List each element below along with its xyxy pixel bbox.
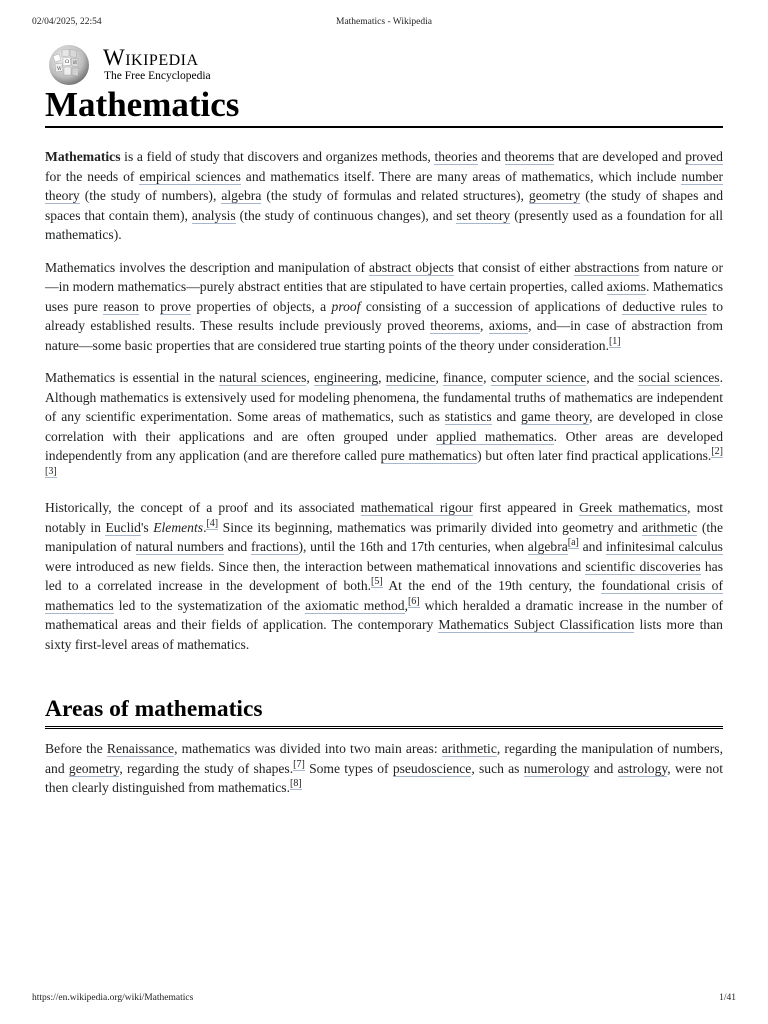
link-reason[interactable]: reason — [103, 298, 139, 314]
page-title: Mathematics — [45, 84, 723, 128]
text: , mathematics was divided into two main areas: — [174, 741, 442, 756]
wikipedia-logo[interactable] — [45, 44, 285, 86]
paragraph-3 — [45, 368, 723, 485]
emphasis-proof: proof — [331, 298, 361, 314]
link-social-sciences[interactable]: social sciences — [638, 370, 720, 385]
text: is a field of study that discovers and organizes methods, — [120, 149, 435, 164]
link-applied-mathematics[interactable]: applied mathematics — [436, 428, 554, 444]
text: , — [378, 370, 386, 385]
text: , are developed in close correlation with their applications and are often grouped under — [45, 409, 723, 444]
link-axiomatic-method[interactable]: axiomatic method — [305, 597, 405, 613]
link-empirical-sciences[interactable]: empirical sciences — [139, 168, 241, 184]
link-set-theory[interactable]: set theory — [456, 207, 511, 223]
text: . Mathematics uses pure — [45, 279, 723, 314]
svg-text:W: W — [57, 67, 62, 72]
citation-7[interactable]: [7] — [293, 758, 305, 770]
link-euclid[interactable]: Euclid — [105, 519, 141, 535]
text: and — [589, 760, 618, 776]
text: properties of objects, a — [191, 298, 332, 314]
text: , and—in case of abstraction from nature—some basic properties that are considered true starting points of the theory under consideration. — [45, 318, 723, 353]
text: , — [306, 370, 314, 385]
link-algebra-2[interactable]: algebra — [527, 539, 568, 554]
text: , — [480, 318, 489, 333]
text: . Other areas are developed independently from any application (and are therefore called — [45, 428, 723, 463]
link-deductive-rules[interactable]: deductive rules — [622, 298, 708, 314]
link-natural-sciences[interactable]: natural sciences — [219, 370, 307, 385]
text: Historically, the concept of a proof and its associated — [45, 500, 361, 515]
text: (presently used as a foundation for all mathematics). — [45, 207, 723, 242]
link-number-theory[interactable]: number theory — [45, 168, 724, 203]
text: , and the — [586, 370, 639, 385]
print-title: Mathematics - Wikipedia — [336, 17, 432, 27]
link-infinitesimal-calculus[interactable]: infinitesimal calculus — [605, 539, 723, 554]
text: Mathematics is essential in the — [45, 370, 220, 385]
link-arithmetic-2[interactable]: arithmetic — [441, 741, 497, 756]
link-natural-numbers[interactable]: natural numbers — [135, 539, 224, 554]
link-abstractions[interactable]: abstractions — [574, 259, 640, 275]
text: (the manipulation of — [45, 519, 723, 554]
link-axioms-2[interactable]: axioms — [488, 318, 529, 333]
print-footer — [32, 993, 736, 1007]
text: , regarding the study of shapes. — [119, 760, 294, 776]
text: consisting of a succession of applications of — [360, 298, 623, 314]
text: first appeared in — [473, 500, 580, 515]
emphasis-elements: Elements — [153, 519, 204, 535]
link-pseudoscience[interactable]: pseudoscience — [392, 760, 472, 776]
print-date: 02/04/2025, 22:54 — [32, 17, 102, 27]
link-abstract-objects[interactable]: abstract objects — [369, 259, 454, 275]
paragraph-4 — [45, 498, 723, 654]
text: , were not then clearly distinguished from mathematics. — [45, 760, 723, 795]
article-content — [45, 84, 723, 798]
text: (the study of formulas and related structures), — [261, 188, 529, 203]
link-fractions[interactable]: fractions — [250, 539, 299, 554]
link-astrology[interactable]: astrology — [617, 760, 668, 776]
link-finance[interactable]: finance — [443, 370, 484, 385]
text: and — [491, 409, 521, 424]
link-theories[interactable]: theories — [434, 149, 478, 164]
text: to already established results. These results include previously proved — [45, 298, 723, 333]
svg-text:И: И — [73, 61, 77, 66]
text: , — [483, 370, 491, 385]
text: Mathematics involves the description and manipulation of — [45, 259, 370, 275]
link-proved[interactable]: proved — [685, 149, 723, 164]
text: lists more than sixty first-level areas of mathematics. — [45, 617, 723, 652]
text: has led to a correlated increase in the development of both. — [45, 558, 723, 593]
text: (the study of continuous changes), and — [235, 207, 457, 223]
term-bold: Mathematics — [45, 149, 121, 164]
text: . — [203, 519, 207, 535]
text: , — [404, 597, 408, 613]
link-prove[interactable]: prove — [160, 298, 192, 314]
paragraph-1 — [45, 147, 723, 245]
text: Since its beginning, mathematics was primarily divided into geometry and — [218, 519, 643, 535]
svg-text:Ω: Ω — [65, 59, 70, 65]
text: (the study of numbers), — [79, 188, 222, 203]
link-algebra[interactable]: algebra — [221, 188, 262, 203]
link-foundational-crisis[interactable]: foundational crisis of mathematics — [45, 578, 723, 613]
text: to — [138, 298, 161, 314]
citation-5[interactable]: [5] — [371, 576, 383, 588]
print-url: https://en.wikipedia.org/wiki/Mathematics — [32, 993, 194, 1003]
link-engineering[interactable]: engineering — [313, 370, 379, 385]
link-pure-mathematics[interactable]: pure mathematics — [380, 448, 478, 463]
text: , regarding the manipulation of numbers, and — [45, 741, 723, 776]
link-theorems[interactable]: theorems — [504, 149, 555, 164]
text: Some types of — [304, 760, 393, 776]
citation-1[interactable]: [1] — [608, 335, 621, 347]
text: ) but often later find practical applications. — [477, 448, 712, 463]
text: . Although mathematics is extensively used for modeling phenomena, the fundamental truths of mathematics are independent of any scientific experimentation. Some areas of mathematics, such as — [45, 370, 723, 424]
citation-4[interactable]: [4] — [206, 517, 219, 529]
text: At the end of the 19th century, the — [382, 578, 602, 593]
link-analysis[interactable]: analysis — [191, 207, 236, 223]
link-theorems-2[interactable]: theorems — [430, 318, 481, 333]
paragraph-5 — [45, 739, 723, 798]
citation-6[interactable]: [6] — [407, 595, 420, 607]
link-axioms[interactable]: axioms — [606, 279, 646, 294]
citation-3[interactable]: [3] — [45, 465, 57, 477]
link-renaissance[interactable]: Renaissance — [106, 741, 175, 756]
text: ), until the 16th and 17th centuries, when — [298, 539, 528, 554]
text: and — [578, 539, 606, 554]
text: and mathematics itself. There are many areas of mathematics, which include — [240, 168, 682, 184]
text: , such as — [471, 760, 524, 776]
link-statistics[interactable]: statistics — [444, 409, 492, 424]
text: which heralded a dramatic increase in the number of mathematical areas and their fields of application. The contemporary — [45, 597, 723, 632]
text: , — [435, 370, 444, 385]
link-greek-mathematics[interactable]: Greek mathematics — [579, 500, 688, 515]
link-arithmetic[interactable]: arithmetic — [642, 519, 698, 535]
citation-2[interactable]: [2] — [711, 446, 723, 458]
print-header — [32, 17, 736, 31]
text: from nature or—in modern mathematics—purely abstract entities that are stipulated to have certain properties, called — [45, 259, 723, 294]
text: and — [223, 539, 251, 554]
link-scientific-discoveries[interactable]: scientific discoveries — [585, 558, 701, 574]
text: for the needs of — [45, 168, 140, 184]
wikipedia-wordmark: Wikipedia — [103, 45, 199, 70]
text: , most notably in — [45, 500, 724, 535]
wikipedia-tagline: The Free Encyclopedia — [104, 70, 211, 82]
text: that consist of either — [453, 259, 575, 275]
link-medicine[interactable]: medicine — [385, 370, 436, 385]
text: led to the systematization of the — [113, 597, 306, 613]
text: and — [477, 149, 505, 164]
citation-8[interactable]: [8] — [290, 778, 302, 790]
section-heading-areas: Areas of mathematics — [45, 694, 723, 729]
link-game-theory[interactable]: game theory — [520, 409, 590, 424]
paragraph-2 — [45, 258, 723, 356]
link-geometry-2[interactable]: geometry — [68, 760, 120, 776]
link-geometry[interactable]: geometry — [528, 188, 581, 203]
wikipedia-globe-icon — [45, 44, 95, 86]
link-msc[interactable]: Mathematics Subject Classification — [438, 617, 635, 632]
text: Before the — [45, 741, 107, 756]
text: were introduced as new fields. Since then, the interaction between mathematical innovations and — [45, 558, 586, 574]
link-numerology[interactable]: numerology — [523, 760, 590, 776]
link-computer-science[interactable]: computer science — [490, 370, 587, 385]
text: 's — [140, 519, 154, 535]
note-a[interactable]: [a] — [567, 537, 579, 549]
text: (the study of shapes and spaces that contain them), — [45, 188, 723, 223]
text: that are developed and — [554, 149, 686, 164]
print-page-number: 1/41 — [719, 993, 736, 1003]
link-mathematical-rigour[interactable]: mathematical rigour — [360, 500, 474, 515]
